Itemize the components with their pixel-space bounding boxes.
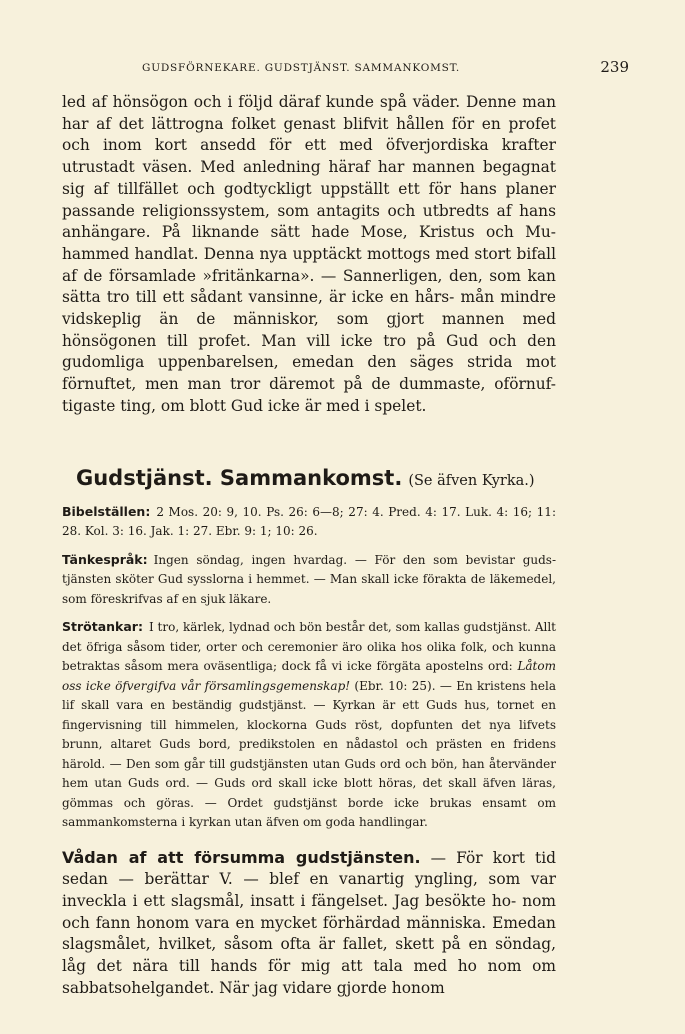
text-line: — För kort tid	[430, 848, 556, 867]
bibelstallen-entry	[62, 502, 556, 542]
text-line: sig af tillfället och godtyckligt uppställt ett för hans planer	[62, 179, 556, 198]
page-header	[62, 58, 629, 76]
text-line: nom om sabbatsohelgandet. När jag vidare gjorde honom	[62, 957, 556, 997]
section-heading	[76, 466, 556, 490]
text-line: man har af det lättrogna folket genast blifvit hållen för en	[62, 93, 556, 133]
text-line: anhängare. På liknande sätt hade Mose, Kristus och Mu-	[62, 223, 556, 242]
text-line: Emedan slagsmålet, hvilket, såsom ofta är fallet, skett på	[62, 913, 556, 954]
strotankar-label: Strötankar:	[62, 619, 143, 635]
story-paragraph	[62, 847, 556, 1000]
running-head: GUDSFÖRNEKARE. GUDSTJÄNST. SAMMANKOMST.	[142, 62, 461, 74]
strotankar-text: I tro, kärlek, lydnad och bön består det, som kallas gudstjänst. Allt det öfriga såsom tider, orter och ceremonier äro olika hos olika folk, och kunna betraktas såsom mera oväsentliga; dock få vi icke förgäta apostelns ord:	[62, 620, 556, 674]
text-line: sedan — berättar V. — blef en vanartig yngling, som var	[62, 870, 556, 889]
section-reference: (Se äfven Kyrka.)	[408, 472, 535, 489]
tankesprak-text: Ingen söndag, ingen hvardag. — För den som bevistar guds-tjänsten sköter Gud sysslorna i hemmet. — Man skall icke förakta de läkemedel, som föreskrifvas af en sjuk läkare.	[62, 552, 556, 606]
text-line: tigaste ting, om blott Gud icke är med i spelet.	[62, 396, 427, 415]
text-line: passande religionssystem, som antagits och utbredts af hans	[62, 201, 556, 220]
tankesprak-label: Tänkespråk:	[62, 551, 148, 567]
text-line: profet och inom kort ansedd för ett med öfverjordiska krafter	[62, 114, 556, 155]
text-line: förnuftet, men man tror däremot på de dummaste, oförnuf-	[62, 375, 556, 394]
text-line: hammed handlat. Denna nya upptäckt mottogs med stort	[62, 244, 512, 263]
text-line: utrustadt väsen. Med anledning häraf har mannen begagnat	[62, 158, 556, 177]
text-line: en söndag, låg det nära till hands för mig att tala med ho	[62, 935, 556, 976]
text-line: inveckla i ett slagsmål, insatt i fängelset. Jag besökte ho-	[62, 891, 517, 910]
bibelstallen-text: 2 Mos. 20: 9, 10. Ps. 26: 6—8; 27: 4. Pred. 4: 17. Luk. 4: 16; 11: 28. Kol. 3: 16. Jak. 1: 27. Ebr. 9: 1; 10: 26.	[62, 504, 556, 539]
page-number: 239	[600, 58, 629, 76]
text-body	[62, 92, 556, 999]
text-line: med hönsögonen till profet. Man vill icke tro på Gud och	[62, 310, 556, 350]
strotankar-text-continued: (Ebr. 10: 25). — En kristens hela lif skall vara en beständig gudstjänst. — Kyrkan är ett Guds hus, tornet en fingervisning till himmelen, klockorna Guds röst, dopfunten det nya lifvets brunn, altaret Guds bord, predikstolen en nådastol och prästen en fridens härold. — Den som går till gudstjänsten utan Guds ord och bön, han återvänder hem utan Guds ord. — Guds ord skall icke blott höras, det skall äfven läras, gömmas och göras. — Ordet gudstjänst borde icke brukas ensamt om sammankomsterna i kyrkan utan äfven om goda handlingar.	[62, 678, 556, 830]
story-lead: Vådan af att försumma gudstjänsten.	[62, 847, 421, 867]
tankesprak-entry	[62, 550, 556, 610]
text-line: nom och fann honom vara en mycket förhärdad människa.	[62, 891, 556, 932]
strotankar-entry	[62, 617, 556, 833]
text-line: mån mindre vidskeplig än de människor, som gjort mannen	[62, 288, 556, 329]
text-line: bifall af de församlade »fritänkarna». — Sannerligen, den,	[62, 244, 556, 285]
text-line: den gudomliga uppenbarelsen, emedan den säges strida mot	[62, 331, 556, 372]
text-line: led af hönsögon och i följd däraf kunde spå väder. Denne	[62, 93, 517, 111]
bibelstallen-label: Bibelställen:	[62, 503, 151, 519]
strotankar-quote: Låtom oss icke öfvergifva vår församlingsgemenskap!	[62, 659, 556, 693]
section-title: Gudstjänst. Sammankomst.	[76, 465, 403, 490]
intro-paragraph	[62, 92, 556, 418]
text-line: som kan sätta tro till ett sådant vansinne, är icke en hårs-	[62, 266, 556, 307]
